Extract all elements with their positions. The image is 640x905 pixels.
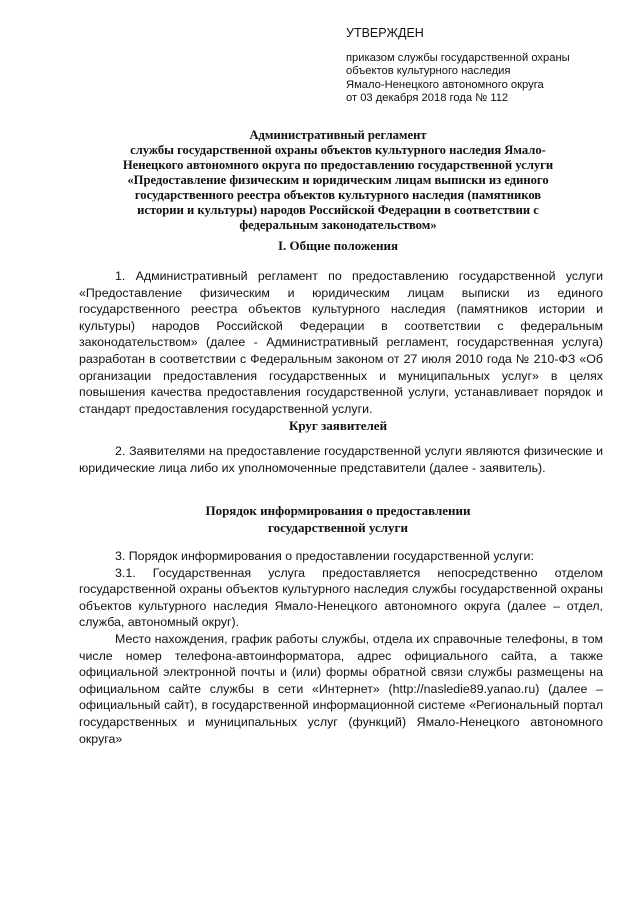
paragraph-text: 2. Заявителями на предоставление государственной услуги являются физические и юридические лица либо их уполномоченные представители (далее - заявитель). bbox=[79, 444, 603, 475]
title-line: истории и культуры) народов Российской Федерации в соответствии с bbox=[137, 203, 539, 217]
section-heading-general: I. Общие положения bbox=[278, 238, 398, 253]
title-line: Административный регламент bbox=[249, 128, 427, 142]
order-reference bbox=[346, 52, 570, 106]
title-line: «Предоставление физическим и юридическим лицам выписки из единого bbox=[127, 173, 549, 187]
title-line: федеральным законодательством» bbox=[239, 218, 437, 232]
order-line: приказом службы государственной охраны bbox=[346, 52, 570, 64]
paragraph-2 bbox=[79, 443, 603, 476]
title-line: Ненецкого автономного округа по предоставлению государственной услуги bbox=[122, 158, 554, 172]
approval-stamp: УТВЕРЖДЕН bbox=[346, 26, 424, 40]
paragraph-text: Место нахождения, график работы службы, отдела их справочные телефоны, в том числе номер телефона-автоинформатора, адрес официального сайта, а также официальной электронной почты и (или) формы обратной связи службы размещены на официальном сайте службы в сети «Интернет» (http://nasledie89.yanao.ru) (далее – официальный сайт), в государственной информационной системе «Региональный портал государственных и муниципальных услуг (функций) Ямало-Ненецкого автономного округа» bbox=[79, 631, 603, 746]
title-line: службы государственной охраны объектов культурного наследия Ямало- bbox=[130, 143, 546, 157]
paragraph-1 bbox=[79, 268, 603, 417]
section-heading-applicants: Круг заявителей bbox=[288, 418, 388, 433]
order-line: от 03 декабря 2018 года № 112 bbox=[346, 92, 509, 105]
paragraph-3 bbox=[79, 548, 603, 747]
order-line: Ямало-Ненецкого автономного округа bbox=[346, 78, 544, 91]
paragraph-text: 3.1. Государственная услуга предоставляется непосредственно отделом государственной охраны объектов культурного наследия службы государственной охраны объектов культурного наследия Ямало-Ненецкого автономного округа (далее – отдел, служба, автономный округ). bbox=[79, 565, 603, 630]
title-line: государственного реестра объектов культурного наследия (памятников bbox=[134, 188, 542, 202]
section-heading-informing bbox=[58, 503, 618, 536]
heading-line: Порядок информирования о предоставлении bbox=[205, 503, 471, 518]
paragraph-text: 3. Порядок информирования о предоставлении государственной услуги: bbox=[115, 549, 534, 563]
document-title bbox=[58, 128, 618, 233]
order-line: объектов культурного наследия bbox=[346, 65, 511, 78]
paragraph-text: 1. Административный регламент по предоставлению государственной услуги «Предоставление физическим и юридическим лицам выписки из единого государственного реестра объектов культурного наследия (памятников истории и культуры) народов Российской Федерации в соответствии с федеральным законодательством» (далее - Административный регламент, государственная услуга) разработан в соответствии с Федеральным законом от 27 июля 2010 года № 210-ФЗ «Об организации предоставления государственных и муниципальных услуг» в целях повышения качества предоставления государственной услуги, устанавливает порядок и стандарт предоставления государственной услуги. bbox=[79, 269, 603, 416]
heading-line: государственной услуги bbox=[268, 519, 408, 535]
